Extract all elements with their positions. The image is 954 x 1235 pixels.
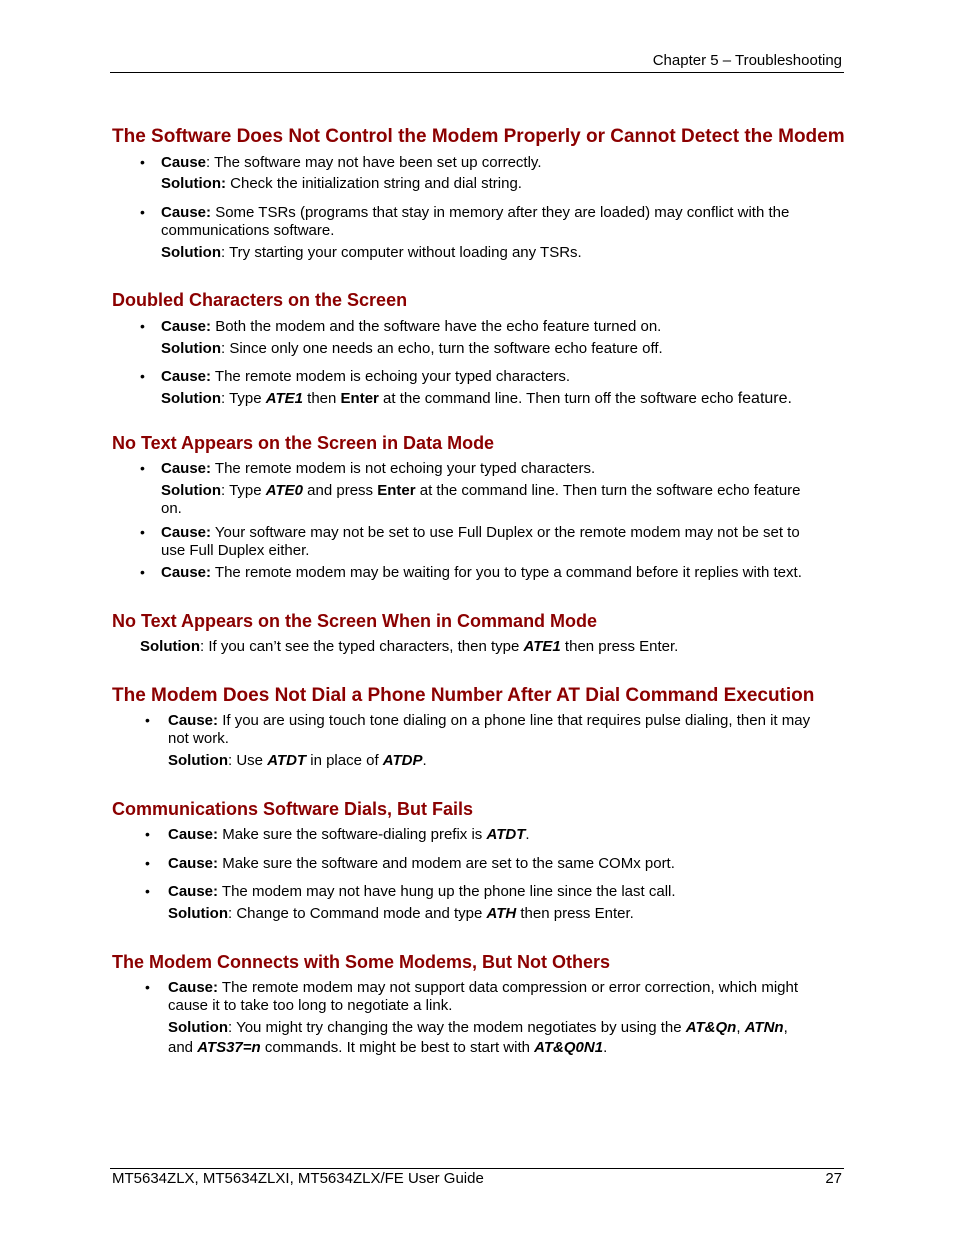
section-title-dials-but-fails: Communications Software Dials, But Fails: [112, 799, 474, 819]
bullet-icon: •: [145, 979, 150, 995]
solution-text: Solution: If you can’t see the typed characters, then type ATE1 then press Enter.: [140, 638, 679, 655]
solution-text: Solution: Check the initialization string and dial string.: [161, 175, 522, 192]
bullet-icon: •: [140, 564, 145, 580]
running-header: Chapter 5 – Troubleshooting: [652, 52, 842, 69]
bullet-icon: •: [145, 826, 150, 842]
header-rule: [110, 72, 844, 73]
solution-text: Solution: Type ATE1 then Enter at the command line. Then turn off the software echo feature.: [161, 390, 792, 407]
cause-text: Cause: Some TSRs (programs that stay in memory after they are loaded) may conflict with the: [161, 204, 790, 221]
cause-text: Cause: The software may not have been set up correctly.: [161, 154, 542, 171]
solution-text: Solution: Since only one needs an echo, turn the software echo feature off.: [161, 340, 663, 357]
solution-text: Solution: Type ATE0 and press Enter at the command line. Then turn the software echo feature: [161, 482, 801, 499]
cause-text: Cause: Both the modem and the software have the echo feature turned on.: [161, 318, 662, 335]
cause-text: Cause: The remote modem may be waiting for you to type a command before it replies with text.: [161, 564, 802, 581]
cause-text: Cause: The remote modem may not support data compression or error correction, which might: [168, 979, 798, 996]
solution-text: Solution: Change to Command mode and type ATH then press Enter.: [168, 905, 634, 922]
bullet-icon: •: [145, 855, 150, 871]
section-title-no-text-command-mode: No Text Appears on the Screen When in Command Mode: [112, 611, 598, 631]
bullet-icon: •: [140, 204, 145, 220]
solution-text-cont: and ATS37=n commands. It might be best to start with AT&Q0N1.: [168, 1039, 608, 1056]
section-title-software-control: The Software Does Not Control the Modem Properly or Cannot Detect the Modem: [112, 126, 845, 147]
solution-text: Solution: Use ATDT in place of ATDP.: [168, 752, 427, 769]
section-title-connects-some-modems: The Modem Connects with Some Modems, But Not Others: [112, 952, 611, 972]
solution-text: Solution: You might try changing the way the modem negotiates by using the AT&Qn, ATNn,: [168, 1019, 788, 1036]
bullet-icon: •: [145, 712, 150, 728]
cause-text-cont: not work.: [168, 730, 229, 747]
solution-text: Solution: Try starting your computer without loading any TSRs.: [161, 244, 582, 261]
cause-text: Cause: The modem may not have hung up the phone line since the last call.: [168, 883, 676, 900]
cause-text-cont: cause it to take too long to negotiate a link.: [168, 997, 453, 1014]
bullet-icon: •: [140, 524, 145, 540]
bullet-icon: •: [140, 460, 145, 476]
page-number: 27: [825, 1170, 842, 1187]
section-title-no-text-data-mode: No Text Appears on the Screen in Data Mode: [112, 433, 495, 453]
solution-text-cont: on.: [161, 500, 182, 517]
cause-text: Cause: Make sure the software and modem are set to the same COMx port.: [168, 855, 675, 872]
bullet-icon: •: [140, 368, 145, 384]
cause-text-cont: use Full Duplex either.: [161, 542, 310, 559]
cause-text: Cause: The remote modem is not echoing your typed characters.: [161, 460, 596, 477]
cause-text: Cause: Your software may not be set to use Full Duplex or the remote modem may not be set to: [161, 524, 800, 541]
bullet-icon: •: [145, 883, 150, 899]
footer-guide-title: MT5634ZLX, MT5634ZLXI, MT5634ZLX/FE User Guide: [112, 1170, 484, 1187]
footer-rule: [110, 1168, 844, 1169]
cause-text: Cause: Make sure the software-dialing prefix is ATDT.: [168, 826, 530, 843]
section-title-doubled-characters: Doubled Characters on the Screen: [112, 290, 408, 310]
section-title-does-not-dial: The Modem Does Not Dial a Phone Number After AT Dial Command Execution: [112, 685, 815, 706]
bullet-icon: •: [140, 154, 145, 170]
bullet-icon: •: [140, 318, 145, 334]
cause-text: Cause: If you are using touch tone dialing on a phone line that requires pulse dialing, then it may: [168, 712, 811, 729]
cause-text-cont: communications software.: [161, 222, 335, 239]
cause-text: Cause: The remote modem is echoing your typed characters.: [161, 368, 571, 385]
